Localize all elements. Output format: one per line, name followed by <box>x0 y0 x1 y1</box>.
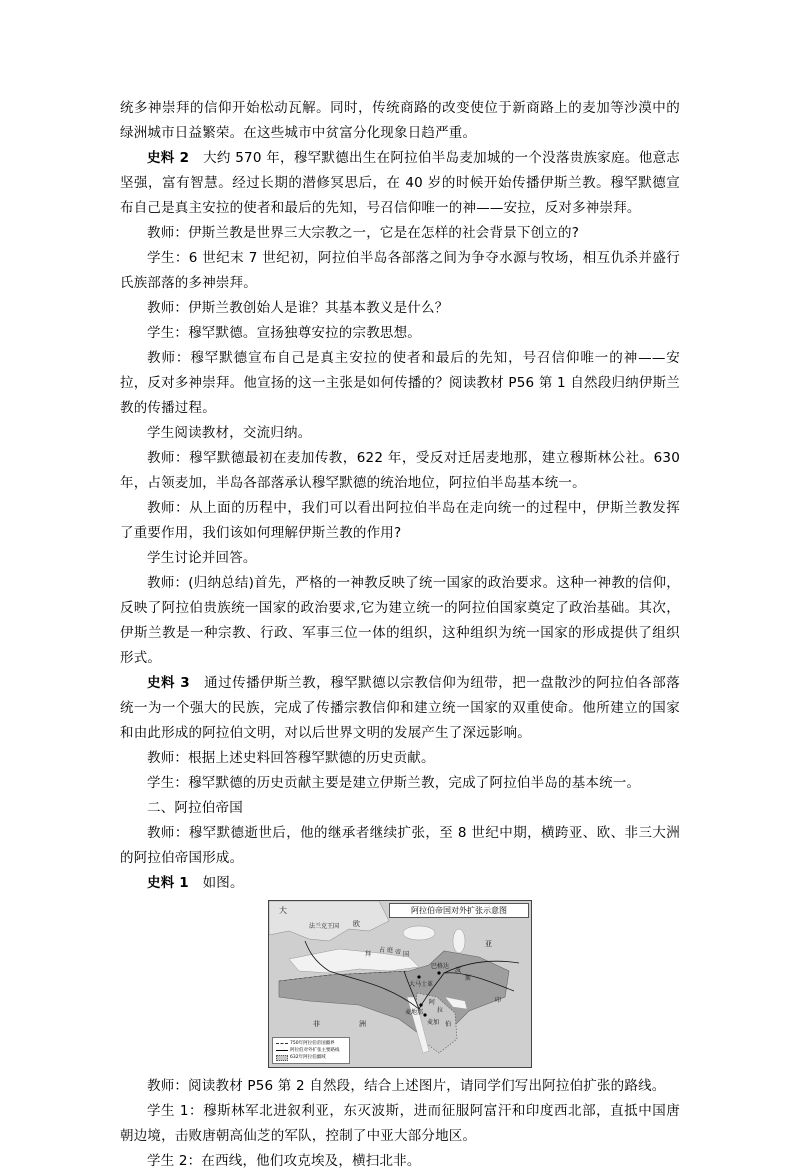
map-label: 洲 <box>359 1020 366 1028</box>
paragraph <box>120 496 680 546</box>
legend-item <box>276 1047 346 1054</box>
map-label: 阿 <box>429 999 436 1006</box>
paragraph-text: 大约 570 年，穆罕默德出生在阿拉伯半岛麦加城的一个没落贵族家庭。他意志坚强，富有智慧。经过长期的潜修冥思后，在 40 岁的时候开始传播伊斯兰教。穆罕默德宣布自己是真主安拉的使者和最后的先知，号召信仰唯一的神——安拉，反对多神崇拜。 <box>120 150 680 216</box>
paragraph-text: 教师：从上面的历程中，我们可以看出阿拉伯半岛在走向统一的过程中，伊斯兰教发挥了重要作用，我们该如何理解伊斯兰教的作用? <box>120 500 680 541</box>
paragraph-text: 通过传播伊斯兰教，穆罕默德以宗教信仰为纽带，把一盘散沙的阿拉伯各部落统一为一个强大的民族，完成了传播宗教信仰和建立统一国家的双重使命。他所建立的国家和由此形成的阿拉伯文明，对以后世界文明的发展产生了深远影响。 <box>120 675 680 741</box>
paragraph <box>120 221 680 246</box>
legend-item <box>276 1040 346 1047</box>
paragraph <box>120 1099 680 1149</box>
paragraph <box>120 671 680 746</box>
legend-label: 阿拉伯对外扩张主要路线 <box>290 1048 340 1053</box>
legend-item <box>276 1054 346 1061</box>
paragraph-text: 教师：(归纳总结)首先，严格的一神教反映了统一国家的政治要求。这种一神教的信仰，反映了阿拉伯贵族统一国家的政治要求,它为建立统一的阿拉伯国家奠定了政治基础。其次，伊斯兰教是一种宗教、行政、军事三位一体的组织，这种组织为统一国家的形成提供了组织形式。 <box>120 575 680 666</box>
map-label: 占 <box>379 947 386 954</box>
arrow-line-icon <box>276 1050 288 1051</box>
source-label: 史料 1 <box>147 875 189 891</box>
map-label: 印 <box>495 997 502 1004</box>
map-label: 亚 <box>485 940 492 948</box>
paragraph <box>120 771 680 796</box>
map-label: 非 <box>313 1020 320 1028</box>
paragraph <box>120 346 680 421</box>
map-label: 拉 <box>437 1007 444 1014</box>
paragraph <box>120 571 680 671</box>
map-label: 庭 <box>387 947 394 954</box>
figure-title: 阿拉伯帝国对外扩张示意图 <box>389 903 529 918</box>
map-label: 伯 <box>445 1021 452 1028</box>
paragraph-text: 学生：6 世纪末 7 世纪初，阿拉伯半岛各部落之间为争夺水源与牧场，相互仇杀并盛行氏族部落的多神崇拜。 <box>120 250 680 291</box>
section-heading-text: 二、阿拉伯帝国 <box>147 800 243 816</box>
paragraph <box>120 546 680 571</box>
map-label: 法兰克王国 <box>309 923 340 930</box>
map-label: 波 <box>455 967 462 974</box>
paragraph-text: 学生 2：在西线，他们攻克埃及，横扫北非。 <box>147 1153 421 1169</box>
map-label: 国 <box>403 951 410 958</box>
paragraph-text: 学生 1：穆斯林军北进叙利亚，东灭波斯，进而征服阿富汗和印度西北部，直抵中国唐朝边境，击败唐朝高仙芝的军队，控制了中亚大部分地区。 <box>120 1103 680 1144</box>
map-label: 巴格达 <box>431 963 450 970</box>
legend-label: 750年阿拉伯帝国疆界 <box>290 1041 335 1046</box>
paragraph-text: 学生：穆罕默德的历史贡献主要是建立伊斯兰教，完成了阿拉伯半岛的基本统一。 <box>147 775 641 791</box>
paragraph-text: 教师：伊斯兰教是世界三大宗教之一，它是在怎样的社会背景下创立的? <box>147 225 580 241</box>
paragraph-text: 学生：穆罕默德。宣扬独尊安拉的宗教思想。 <box>147 325 421 341</box>
source-label: 史料 2 <box>147 150 190 166</box>
document-body <box>120 96 680 1174</box>
legend-label: 632年阿拉伯疆域 <box>290 1055 326 1060</box>
map-label: 帝 <box>395 949 402 956</box>
paragraph-text: 教师：穆罕默德最初在麦加传教，622 年，受反对迁居麦地那，建立穆斯林公社。630 年，占领麦加，半岛各部落承认穆罕默德的统治地位，阿拉伯半岛基本统一。 <box>120 450 680 491</box>
map-label: 拜 <box>365 951 372 958</box>
paragraph-text: 教师：穆罕默德宣布自己是真主安拉的使者和最后的先知，号召信仰唯一的神——安拉，反对多神崇拜。他宣扬的这一主张是如何传播的？阅读教材 P56 第 1 自然段归纳伊斯兰教的传播过程。 <box>120 350 680 416</box>
paragraph-text: 教师：阅读教材 P56 第 2 自然段，结合上述图片，请同学们写出阿拉伯扩张的路线。 <box>147 1078 666 1094</box>
paragraph-text: 教师：根据上述史料回答穆罕默德的历史贡献。 <box>147 750 435 766</box>
map-label: 麦加 <box>427 1019 440 1026</box>
map-label: 斯 <box>465 975 472 982</box>
expansion-map-figure <box>268 900 532 1068</box>
paragraph <box>120 446 680 496</box>
source-label: 史料 3 <box>147 675 190 691</box>
paragraph-text: 教师：穆罕默德逝世后，他的继承者继续扩张，至 8 世纪中期，横跨亚、欧、非三大洲的阿拉伯帝国形成。 <box>120 825 680 866</box>
paragraph <box>120 871 680 896</box>
figure-container <box>120 900 680 1072</box>
map-legend <box>272 1037 350 1064</box>
section-heading <box>120 796 680 821</box>
paragraph-text: 教师：伊斯兰教创始人是谁？其基本教义是什么？ <box>147 300 449 316</box>
paragraph <box>120 746 680 771</box>
paragraph <box>120 321 680 346</box>
map-label: 麦地那 <box>405 1009 424 1016</box>
paragraph <box>120 821 680 871</box>
map-label: 大 <box>279 906 287 915</box>
paragraph-text: 学生讨论并回答。 <box>147 550 257 566</box>
paragraph <box>120 146 680 221</box>
paragraph <box>120 1074 680 1099</box>
map-label: 大马士革 <box>409 981 434 988</box>
paragraph <box>120 421 680 446</box>
dashed-line-icon <box>276 1043 288 1044</box>
map-label: 欧 <box>353 920 360 928</box>
paragraph <box>120 296 680 321</box>
dotted-area-icon <box>276 1055 288 1061</box>
paragraph-text: 如图。 <box>188 875 244 891</box>
paragraph <box>120 246 680 296</box>
paragraph-text: 学生阅读教材，交流归纳。 <box>147 425 312 441</box>
paragraph-text: 统多神崇拜的信仰开始松动瓦解。同时，传统商路的改变使位于新商路上的麦加等沙漠中的绿洲城市日益繁荣。在这些城市中贫富分化现象日趋严重。 <box>120 100 680 141</box>
paragraph <box>120 96 680 146</box>
paragraph <box>120 1149 680 1174</box>
